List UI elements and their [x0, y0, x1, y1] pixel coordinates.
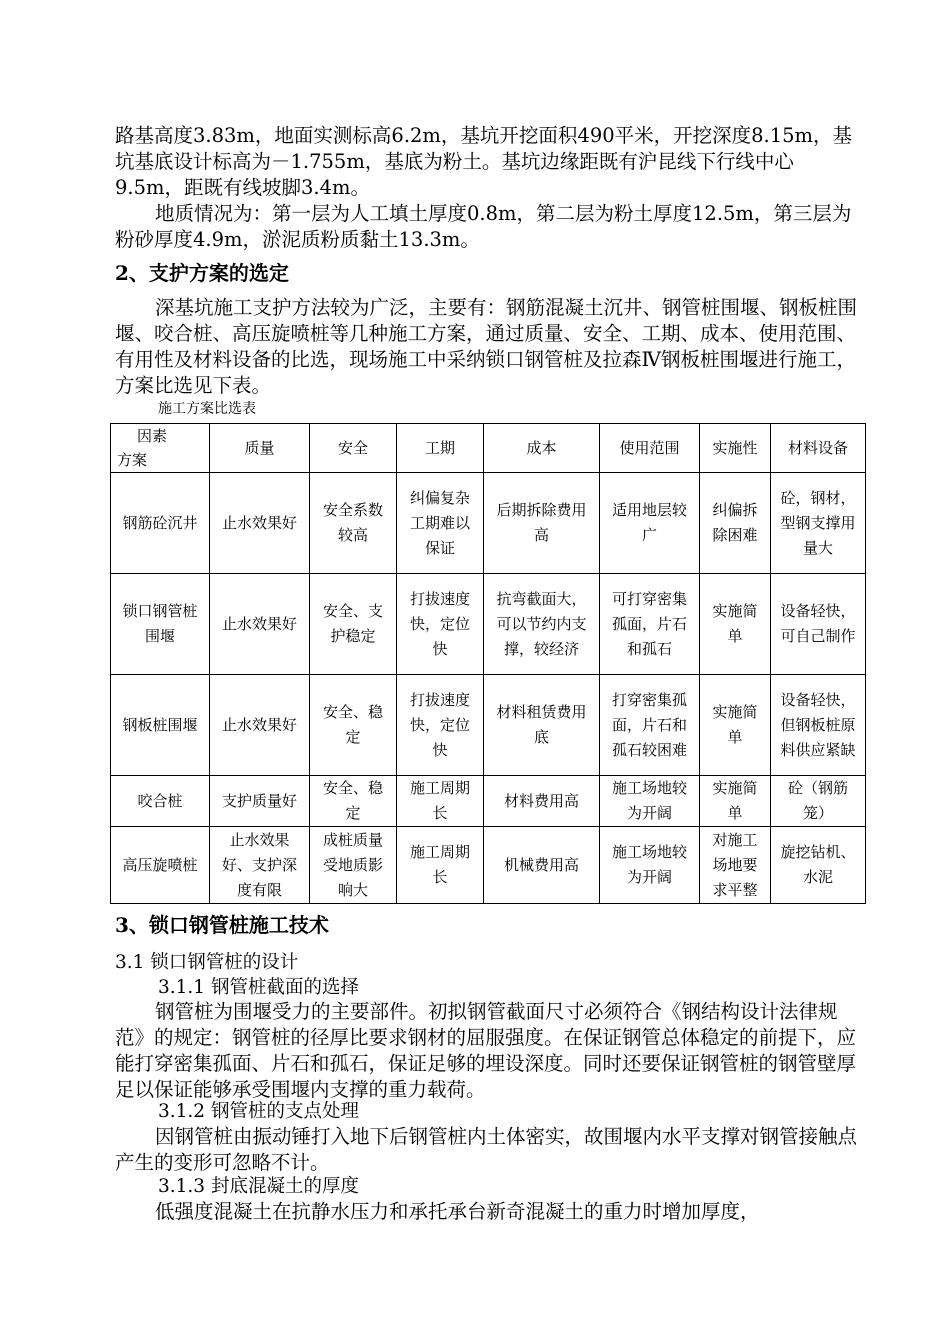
table-cell: 实施简单: [700, 675, 771, 776]
table-cell: 砼（钢筋笼）: [771, 776, 866, 827]
table-cell: 砼，钢材，型钢支撑用量大: [771, 473, 866, 574]
table-cell: 可打穿密集孤面，片石和孤石: [600, 574, 700, 675]
table-cell: 止水效果好: [210, 473, 310, 574]
table-cell: 打拔速度快，定位快: [397, 675, 484, 776]
table-row: [111, 827, 866, 904]
table-cell: 后期拆除费用高: [484, 473, 600, 574]
corner-scheme-label: 方案: [117, 451, 148, 469]
table-cell: 材料费用高: [484, 776, 600, 827]
table-cell: 施工周期长: [397, 776, 484, 827]
table-row: [111, 675, 866, 776]
header-cell: 成本: [484, 424, 600, 473]
table-cell: 设备轻快，但钢板桩原料供应紧缺: [771, 675, 866, 776]
header-cell: 工期: [397, 424, 484, 473]
header-cell: 实施性: [700, 424, 771, 473]
table-row: [111, 473, 866, 574]
table-cell: 成桩质量受地质影响大: [310, 827, 397, 904]
header-cell: 安全: [310, 424, 397, 473]
subsection-3-1-3-paragraph: 低强度混凝土在抗静水压力和承托承台新奇混凝土的重力时增加厚度，: [155, 1200, 760, 1223]
table-cell: 施工周期长: [397, 827, 484, 904]
table-cell: 实施简单: [700, 574, 771, 675]
table-cell: 安全、稳定: [310, 675, 397, 776]
comparison-table: [110, 423, 866, 904]
table-cell: 机械费用高: [484, 827, 600, 904]
subsection-3-1-title: 3.1 锁口钢管桩的设计: [115, 952, 299, 973]
subsection-3-1-2-paragraph: 因钢管桩由振动锤打入地下后钢管桩内土体密实，故围堰内水平支撑对钢管接触点产生的变形可忽略不计。: [115, 1125, 858, 1174]
table-row: [111, 776, 866, 827]
table-cell: 施工场地较为开阔: [600, 827, 700, 904]
table-caption: 施工方案比选表: [158, 401, 256, 417]
section-3-title: 3、锁口钢管桩施工技术: [115, 913, 329, 937]
table-cell: 安全、稳定: [310, 776, 397, 827]
table-row: [111, 574, 866, 675]
header-cell: 使用范围: [600, 424, 700, 473]
table-cell: 材料租赁费用底: [484, 675, 600, 776]
table-cell: 止水效果好: [210, 574, 310, 675]
table-corner-cell: [111, 424, 210, 473]
table-cell: 支护质量好: [210, 776, 310, 827]
table-cell: 实施简单: [700, 776, 771, 827]
table-cell: 安全、支护稳定: [310, 574, 397, 675]
geology-paragraph: 地质情况为：第一层为人工填土厚度0.8m，第二层为粉土厚度12.5m，第三层为粉砂厚度4.9m，淤泥质粉质黏土13.3m。: [115, 202, 852, 251]
table-cell: 适用地层较广: [600, 473, 700, 574]
table-header-row: [111, 424, 866, 473]
table-cell: 设备轻快，可自己制作: [771, 574, 866, 675]
table-cell: 止水效果好、支护深度有限: [210, 827, 310, 904]
table-cell: 锁口钢管桩围堰: [111, 574, 210, 675]
header-cell: 材料设备: [771, 424, 866, 473]
table-cell: 止水效果好: [210, 675, 310, 776]
table-cell: 钢板桩围堰: [111, 675, 210, 776]
table-cell: 高压旋喷桩: [111, 827, 210, 904]
table-cell: 施工场地较为开阔: [600, 776, 700, 827]
table-cell: 钢筋砼沉井: [111, 473, 210, 574]
subsection-3-1-1-title: 3.1.1 钢管桩截面的选择: [158, 977, 359, 998]
table-cell: 抗弯截面大，可以节约内支撑，较经济: [484, 574, 600, 675]
intro-paragraph: 路基高度3.83m，地面实测标高6.2m，基坑开挖面积490平米，开挖深度8.15m，基坑基底设计标高为－1.755m，基底为粉土。基坑边缘距既有沪昆线下行线中心9.5m，距既有线坡脚3.4m。: [115, 124, 853, 199]
section-2-paragraph: 深基坑施工支护方法较为广泛，主要有：钢筋混凝土沉井、钢管桩围堰、钢板桩围堰、咬合桩、高压旋喷桩等几种施工方案，通过质量、安全、工期、成本、使用范围、有用性及材料设备的比选，现场施工中采纳锁口钢管桩及拉森Ⅳ钢板桩围堰进行施工，方案比选见下表。: [115, 296, 858, 397]
subsection-3-1-2-title: 3.1.2 钢管桩的支点处理: [158, 1101, 359, 1122]
table-cell: 打穿密集孤面，片石和孤石较困难: [600, 675, 700, 776]
table-cell: 对施工场地要求平整: [700, 827, 771, 904]
section-2-title: 2、支护方案的选定: [115, 261, 289, 285]
subsection-3-1-3-title: 3.1.3 封底混凝土的厚度: [158, 1176, 359, 1197]
corner-factor-label: 因素: [137, 427, 168, 445]
table-cell: 打拔速度快，定位快: [397, 574, 484, 675]
header-cell: 质量: [210, 424, 310, 473]
table-cell: 安全系数较高: [310, 473, 397, 574]
table-cell: 纠偏复杂工期难以保证: [397, 473, 484, 574]
subsection-3-1-1-paragraph: 钢管桩为围堰受力的主要部件。初拟钢管截面尺寸必须符合《钢结构设计法律规范》的规定：钢管桩的径厚比要求钢材的屈服强度。在保证钢管总体稳定的前提下，应能打穿密集孤面、片石和孤石，保证足够的埋设深度。同时还要保证钢管桩的钢管壁厚足以保证能够承受围堰内支撑的重力载荷。: [115, 1000, 857, 1101]
table-cell: 纠偏拆除困难: [700, 473, 771, 574]
table-cell: 旋挖钻机、水泥: [771, 827, 866, 904]
table-cell: 咬合桩: [111, 776, 210, 827]
